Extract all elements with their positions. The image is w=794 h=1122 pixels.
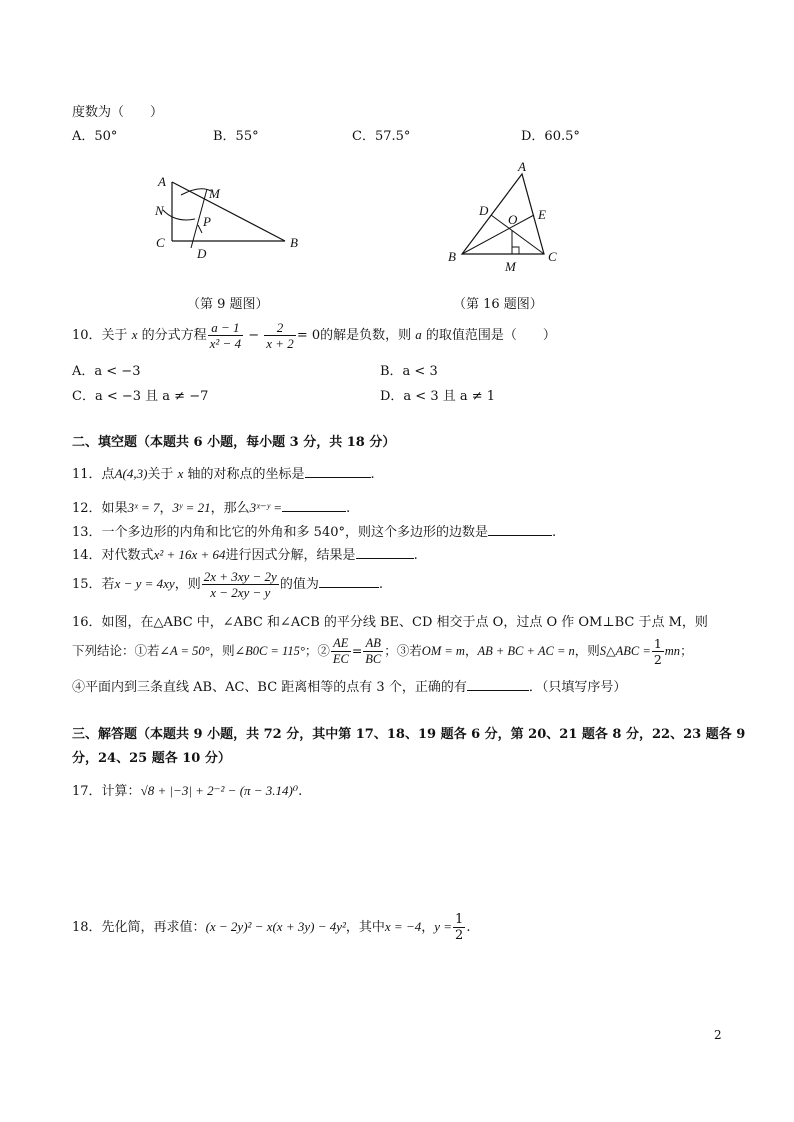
q12-sep: ， [159, 501, 173, 516]
q16-l2-l: mn [664, 644, 681, 658]
q14-text-pre: 对代数式 [101, 548, 154, 563]
section3-heading-line2: 分，24、25 题各 10 分） [72, 751, 231, 766]
q15-frac-numerator: 2x + 3xy − 2y [203, 569, 277, 584]
q17-expr: √8 + |−3| + 2⁻² − (π − 3.14)⁰ [140, 783, 299, 798]
q13-answer-blank[interactable] [488, 523, 552, 536]
q16-l2-i: AB + BC + AC = n [477, 644, 575, 658]
q16-line2 [72, 634, 693, 668]
q16-l2-k: S△ABC = [599, 644, 651, 658]
q15 [72, 567, 383, 602]
q10-option-c: C．a < −3 且 a ≠ −7 [72, 389, 209, 404]
q16-number: 16． [72, 615, 102, 630]
q9-option-b: B．55° [213, 129, 259, 144]
q14-number: 14． [72, 548, 102, 563]
q10-frac2-denominator: x + 2 [266, 336, 294, 351]
q16-l2-j: ，则 [574, 643, 600, 658]
fig16-label-d: D [479, 203, 489, 218]
q10-frac1-denominator: x² − 4 [209, 336, 242, 351]
q16-frac1-numerator: AE [331, 636, 351, 652]
fig16-right-angle-mark [512, 247, 519, 254]
fig16-segment-be [462, 215, 534, 254]
q18 [72, 910, 470, 945]
fig16-caption: （第 16 题图） [453, 297, 543, 312]
fig16-label-c: C [548, 249, 557, 264]
q15-text-post: 的值为 [279, 577, 319, 592]
fig16-label-o: O [508, 212, 518, 227]
q10-stem: 10．关于 x 的分式方程 $\frac{a - 1}{\text{x² − 4}}$ − $\frac{2}{x + 2}$ = 0的解是负数，则 a 的取值范围是（ ） [72, 320, 556, 351]
q12-tail: . [346, 501, 351, 516]
q11 [72, 463, 375, 482]
q10-frac1-numerator: a − 1 [208, 320, 243, 336]
q11-tail: . [370, 467, 375, 482]
q16-l2-d: ∠B0C = 115° [234, 644, 305, 658]
q10-option-d: D．a < 3 且 a ≠ 1 [380, 389, 496, 404]
q18-number: 18． [72, 920, 102, 935]
fig16-label-m: M [505, 259, 516, 274]
q10-option-a: A．a < −3 [72, 364, 141, 379]
q10-number: 10． [72, 328, 102, 343]
fig9-label-d: D [197, 246, 207, 261]
q12-expr-2: 3ʸ = 21 [172, 500, 211, 515]
page-number: 2 [714, 1028, 722, 1042]
q11-text-end: 轴的对称点的坐标是 [187, 467, 305, 482]
q14 [72, 544, 418, 563]
q11-text-pre: 点 [101, 467, 115, 482]
q17-number: 17． [72, 784, 102, 799]
q16-l2-c: ，则 [209, 643, 235, 658]
q18-y-label: y = [434, 919, 453, 934]
q16-l2-f: ；③若 [384, 643, 422, 658]
fig9-label-n: N [155, 203, 164, 218]
fig9-label-m: M [209, 186, 220, 201]
q16-text-line3: ④平面内到三条直线 AB、AC、BC 距离相等的点有 3 个，正确的有 [72, 680, 467, 695]
q13-text: 一个多边形的内角和比它的外角和多 540°，则这个多边形的边数是 [101, 525, 488, 540]
q16-line1 [72, 611, 708, 630]
q16-l2-b: ∠A = 50° [159, 644, 210, 658]
q12-text-pre: 如果 [101, 501, 128, 516]
q10-text-pre: 关于 [101, 328, 128, 343]
fig9-label-a: A [158, 174, 166, 189]
q10-frac2-numerator: 2 [264, 320, 296, 336]
q16-fraction-3 [652, 636, 664, 667]
q17-tail: . [298, 784, 303, 799]
q16-l2-h: ， [464, 643, 478, 658]
q16-l2-e: ；② [304, 643, 330, 658]
q10-fraction-1 [208, 320, 243, 351]
q9-option-a: A．50° [72, 129, 118, 144]
q13-number: 13． [72, 525, 102, 540]
q15-tail: . [378, 577, 383, 592]
fig9-caption: （第 9 题图） [187, 297, 269, 312]
q16-frac2-numerator: AB [363, 636, 383, 652]
q18-frac-numerator: 1 [455, 912, 464, 927]
fig16-triangle-abc [462, 174, 544, 254]
q14-expr: x² + 16x + 64 [153, 547, 226, 562]
q14-tail: . [413, 548, 418, 563]
q16-tail: ．（只填写序号） [528, 680, 627, 695]
section2-heading: 二、填空题（本题共 6 小题，每小题 3 分，共 18 分） [72, 435, 396, 450]
q11-var: x [177, 466, 184, 481]
q10-text-end: 的取值范围是（ ） [425, 328, 556, 343]
q18-frac-denominator: 2 [455, 928, 464, 943]
q18-text-mid: ，其中 [345, 920, 385, 935]
q12-expr-1: 3ˣ = 7 [127, 500, 160, 515]
q12-number: 12． [72, 501, 102, 516]
q9-option-d: D．60.5° [521, 129, 580, 144]
q15-frac-denominator: x − 2xy − y [210, 585, 271, 600]
q13-tail: . [552, 525, 557, 540]
q15-text-pre: 若 [101, 577, 115, 592]
q11-text-post: 关于 [147, 467, 174, 482]
q16-l2-m: ； [680, 643, 693, 658]
q12-expr-3: 3ˣ⁻ʸ = [249, 500, 283, 515]
fig16-label-e: E [538, 207, 546, 222]
fig9-label-c: C [156, 235, 165, 250]
q14-text-post: 进行因式分解，结果是 [225, 548, 356, 563]
q16-frac3-numerator: 1 [653, 636, 662, 651]
q18-x-value: x = −4 [384, 919, 422, 934]
fig9-arc-n [163, 210, 195, 220]
q16-frac3-denominator: 2 [653, 652, 662, 667]
q10-fraction-2 [264, 320, 296, 351]
q18-fraction [453, 912, 465, 943]
q16-line3 [72, 676, 626, 695]
q17-text-pre: 计算： [101, 784, 141, 799]
q15-answer-blank[interactable] [319, 575, 379, 588]
q15-text-mid: ，则 [174, 577, 201, 592]
q16-fraction-1 [331, 636, 351, 667]
q16-text-line1: 如图，在△ABC 中，∠ABC 和∠ACB 的平分线 BE、CD 相交于点 O，过点 O 作 OM⊥BC 于点 M，则 [101, 615, 708, 630]
q16-answer-blank[interactable] [467, 678, 529, 691]
q10-option-b: B．a < 3 [380, 364, 438, 379]
q11-number: 11． [72, 467, 102, 482]
q15-number: 15． [72, 577, 102, 592]
figure-16 [440, 158, 570, 276]
q10-text-post: = 0的解是负数，则 [296, 328, 412, 343]
q12 [72, 497, 350, 516]
fig9-cross-p [198, 225, 202, 233]
q10-var-x: x [131, 327, 138, 342]
section3-heading-line1: 三、解答题（本题共 9 小题，共 72 分，其中第 17、18、19 题各 6 分，第 20、21 题各 8 分，22、23 题各 9 [72, 727, 746, 742]
q9-option-c: C．57.5° [352, 129, 411, 144]
q17 [72, 780, 302, 799]
q18-expr: (x − 2y)² − x(x + 3y) − 4y² [205, 919, 346, 934]
q12-answer-blank[interactable] [282, 499, 346, 512]
figure-9 [145, 165, 315, 265]
fig16-label-b: B [448, 249, 456, 264]
q16-frac1-denominator: EC [332, 652, 349, 666]
q14-answer-blank[interactable] [356, 546, 414, 559]
q10-text-mid: 的分式方程 [141, 328, 207, 343]
q11-point: A(4,3) [114, 466, 148, 481]
fig9-label-b: B [290, 235, 298, 250]
q18-sep: ， [421, 920, 435, 935]
q12-text-mid: ，那么 [210, 501, 250, 516]
q9-tail: 度数为（ ） [72, 105, 164, 120]
q16-l2-eq: = [351, 643, 363, 658]
q11-answer-blank[interactable] [305, 465, 371, 478]
q15-fraction [202, 569, 279, 600]
fig16-label-a: A [518, 159, 526, 174]
fig9-label-p: P [203, 214, 211, 229]
q10-var-a: a [415, 327, 422, 342]
q18-text-pre: 先化简，再求值： [101, 920, 206, 935]
q16-frac2-denominator: BC [365, 652, 382, 666]
q16-fraction-2 [363, 636, 383, 667]
q16-l2-a: 下列结论：①若 [72, 643, 160, 658]
q15-expr: x − y = 4xy [114, 576, 175, 591]
q16-l2-g: OM = m [421, 644, 465, 658]
q18-tail: . [466, 920, 471, 935]
q13 [72, 521, 556, 540]
